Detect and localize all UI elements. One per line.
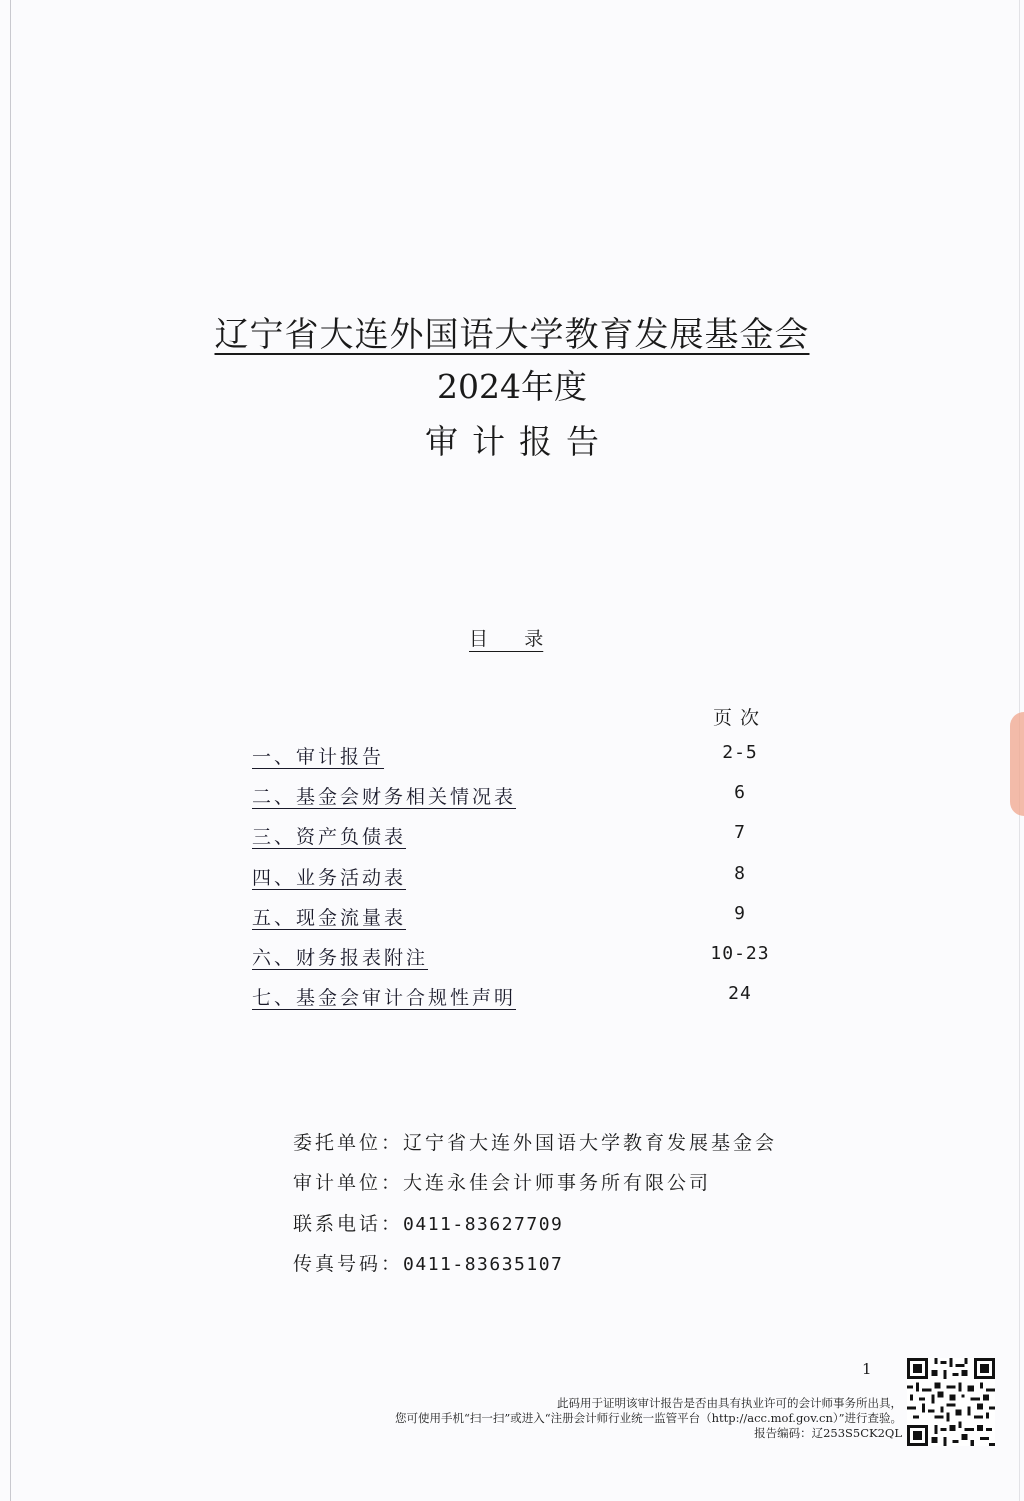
toc-item-page: 2-5 [722,742,758,763]
auditor-value: 大连永佳会计师事务所有限公司 [403,1172,712,1195]
verification-qr-code-icon[interactable] [906,1358,996,1446]
seal-stamp-edge [1010,712,1024,816]
toc-item-label: 四、业务活动表 [252,866,407,889]
fax-value: 0411-83635107 [403,1253,564,1275]
toc-heading: 目 录 [469,628,544,650]
organization-title [0,307,1024,356]
table-of-contents [252,742,812,1023]
report-title: 审计报告 [425,422,613,461]
verification-note-line: 您可使用手机“扫一扫”或进入“注册会计师行业统一监管平台（http://acc.mof.gov.cn）”进行查验。 [394,1411,902,1425]
toc-item-page: 10-23 [710,942,770,964]
toc-item-label: 三、资产负债表 [252,826,407,849]
toc-item-page: 24 [728,983,752,1005]
toc-item-label: 五、现金流量表 [252,906,407,929]
phone-row [293,1209,777,1249]
page-number: 1 [862,1360,872,1378]
report-year: 2024年度 [437,367,587,406]
fax-row [293,1249,777,1289]
toc-item-page: 6 [734,782,746,804]
fax-label: 传真号码： [293,1252,404,1275]
auditor-label: 审计单位： [293,1172,404,1195]
toc-item-label: 一、审计报告 [252,746,385,768]
toc-item[interactable] [252,943,812,983]
organization-title-text: 辽宁省大连外国语大学教育发展基金会 [214,315,810,355]
toc-page-column-header: 页次 [713,707,768,729]
toc-item[interactable] [252,903,812,943]
client-row [293,1128,777,1168]
client-value: 辽宁省大连外国语大学教育发展基金会 [403,1132,778,1154]
toc-item-label: 二、基金会财务相关情况表 [252,786,517,809]
toc-item[interactable] [252,983,812,1023]
phone-value: 0411-83627709 [403,1213,564,1235]
toc-item-label: 七、基金会审计合规性声明 [252,987,517,1010]
client-label: 委托单位： [293,1132,404,1154]
verification-note-line: 此码用于证明该审计报告是否由具有执业许可的会计师事务所出具， [557,1396,902,1410]
toc-item[interactable] [252,863,812,903]
report-code: 报告编码：辽253S5CK2QL [754,1426,902,1440]
page-left-edge [10,0,11,1501]
toc-item[interactable] [252,782,812,822]
report-info-block [293,1128,777,1289]
toc-item-page: 9 [734,902,746,924]
toc-item[interactable] [252,742,812,782]
phone-label: 联系电话： [293,1212,404,1235]
verification-note [395,1396,902,1441]
toc-item[interactable] [252,822,812,862]
auditor-row [293,1168,777,1208]
toc-item-label: 六、财务报表附注 [252,946,429,969]
toc-item-page: 7 [734,822,746,844]
toc-item-page: 8 [734,862,746,884]
